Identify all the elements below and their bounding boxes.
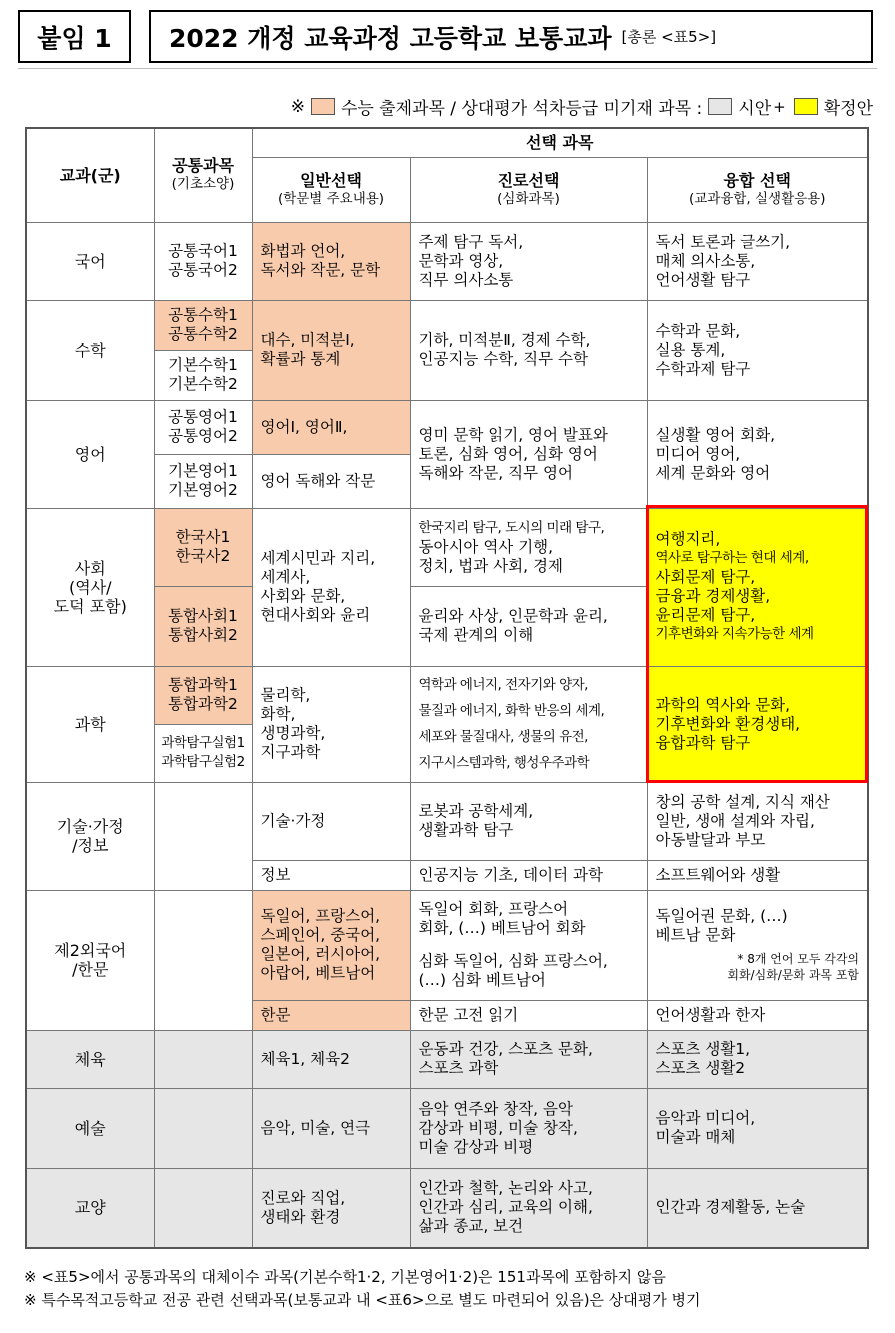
common-social-a [154,508,252,586]
subject-math: 수학 [26,300,154,400]
career-tech-a [410,782,647,860]
cell-line: 인간과 심리, 교육의 이해, [418,1198,593,1217]
cell-line: 일반, 생애 설계와 자립, [655,811,815,830]
fusion-foreign-note [656,951,860,983]
cell-line: 삶과 종교, 보건 [418,1217,524,1236]
cell-line: 매체 의사소통, [655,251,756,270]
fusion-korean [647,222,868,300]
cell-line: 토론, 심화 영어, 심화 영어 [418,444,598,463]
cell-line: 현대사회와 윤리 [260,606,371,624]
header-common [154,128,252,222]
cell-line: 독일어권 문화, (…) [655,907,788,925]
curriculum-table [25,127,869,1249]
header-career [410,157,647,222]
legend-yellow-label: 확정안 [823,99,873,119]
cell-line: 공통수학1 [168,306,238,324]
cell-line: 기본수학1 [168,356,238,374]
cell-line: (…) 심화 베트남어 [418,971,546,989]
cell-line: 심화 독일어, 심화 프랑스어, [418,952,608,970]
common-liberal-empty [154,1168,252,1248]
cell-line: 미술과 매체 [655,1128,736,1146]
legend-plus: + [773,97,786,116]
common-korean [154,222,252,300]
row-english [26,400,868,454]
subject-arts: 예술 [26,1088,154,1168]
cell-line: 공통국어2 [168,261,238,279]
cell-line: 통합사회2 [168,626,238,644]
row-math [26,300,868,350]
header-elective: 선택 과목 [252,128,868,157]
page-title-box [149,10,873,63]
general-pe: 체육1, 체육2 [252,1030,410,1088]
cell-line: 기후변화와 지속가능한 세계 [655,626,814,642]
cell-line: 과학탐구실험1 [161,735,245,751]
legend-gray-swatch [708,98,732,115]
cell-line: 물리학, [260,686,311,704]
cell-line: 직무 의사소통 [418,270,514,289]
cell-line: 도덕 포함) [53,596,127,616]
header-general-label: 일반선택 [300,170,362,190]
legend-yellow-swatch [794,98,818,115]
cell-line: * 8개 언어 모두 각각의 [737,952,860,966]
cell-line: 공통영어1 [168,408,238,426]
cell-line: 영미 문학 읽기, 영어 발표와 [418,425,608,444]
cell-line: 화법과 언어, [260,242,346,260]
cell-line: 생활과학 탐구 [418,821,514,839]
cell-line: 기후변화와 환경생태, [655,714,801,733]
cell-line: 기본수학2 [168,375,238,393]
common-foreign-empty [154,890,252,1030]
career-pe [410,1030,647,1088]
common-science-a [154,666,252,724]
common-arts-empty [154,1088,252,1168]
cell-line: 제2외국어 [54,941,127,960]
cell-line: 물질과 에너지, 화학 반응의 세계, [418,703,605,719]
cell-line: 한국사1 [175,528,231,546]
career-tech-b: 인공지능 기초, 데이터 과학 [410,860,647,890]
cell-line: 스포츠 과학 [418,1059,499,1077]
cell-line: 공통영어2 [168,427,238,445]
cell-line: 회화/심화/문화 과목 포함 [727,968,860,982]
cell-line: 스포츠 생활1, [655,1040,751,1058]
subject-foreign [26,890,154,1030]
legend-prefix: ※ [290,96,305,117]
cell-line: 세계시민과 지리, [260,549,376,567]
cell-line: 음악 연주와 창작, 음악 [418,1099,573,1118]
subject-korean: 국어 [26,222,154,300]
fusion-tech-b: 소프트웨어와 생활 [647,860,868,890]
cell-line: 공통국어1 [168,242,238,260]
common-pe-empty [154,1030,252,1088]
cell-line: 미디어 영어, [655,444,741,463]
header-career-label: 진로선택 [497,170,560,190]
subject-social [26,508,154,666]
fusion-foreign-b: 언어생활과 한자 [647,1000,868,1030]
fusion-tech-a [647,782,868,860]
general-arts: 음악, 미술, 연극 [252,1088,410,1168]
general-foreign-b: 한문 [252,1000,410,1030]
career-arts [410,1088,647,1168]
common-social-b [154,586,252,666]
cell-line: 실생활 영어 회화, [655,425,776,444]
cell-line: 과학탐구실험2 [161,754,245,770]
fusion-science [647,666,868,782]
cell-spacer [419,938,639,952]
career-science [410,666,647,782]
page-title: 2022 개정 교육과정 고등학교 보통교과 [169,23,612,53]
general-science [252,666,410,782]
cell-line: 지구시스템과학, 행성우주과학 [418,755,590,771]
cell-line: 독서와 작문, 문학 [260,261,381,279]
row-korean [26,222,868,300]
fusion-arts [647,1088,868,1168]
footnote-2: ※ 특수목적고등학교 전공 관련 선택과목(보통교과 내 <표6>으로 별도 마련되어 있음)은 상대평가 병기 [24,1291,701,1309]
general-math [252,300,410,400]
cell-line: 공통수학2 [168,325,238,343]
cell-line: 세계 문화와 영어 [655,463,771,482]
subject-liberal: 교양 [26,1168,154,1248]
legend-peach-swatch [311,98,335,115]
cell-line: 통합과학1 [168,676,238,694]
cell-line: 음악과 미디어, [655,1109,756,1127]
cell-line: 문학과 영상, [418,251,504,270]
page-title-sub: [총론 <표5>] [621,28,717,46]
cell-line: 기하, 미적분Ⅱ, 경제 수학, [418,331,591,349]
general-social [252,508,410,666]
header-common-sub: (기초소양) [171,176,235,193]
general-foreign-a [252,890,410,1000]
cell-line: 정치, 법과 사회, 경제 [418,556,563,575]
cell-line: 수학과제 탐구 [655,359,751,378]
career-foreign-a [410,890,647,1000]
general-tech-b: 정보 [252,860,410,890]
header-row [26,128,868,157]
fusion-pe [647,1030,868,1088]
cell-line: 진로와 직업, [260,1188,346,1207]
cell-line: 베트남 문화 [655,926,736,944]
cell-line: 언어생활 탐구 [655,270,751,289]
subject-tech [26,782,154,890]
career-liberal [410,1168,647,1248]
general-english-a: 영어Ⅰ, 영어Ⅱ, [252,400,410,454]
common-english-a [154,400,252,454]
general-tech-a: 기술·가정 [252,782,410,860]
cell-line: 역사로 탐구하는 현대 세계, [655,550,809,566]
common-science-b [154,724,252,782]
career-math [410,300,647,400]
cell-line: 스포츠 생활2 [655,1059,746,1077]
cell-line: 로봇과 공학세계, [418,802,534,820]
cell-line: 회화, (…) 베트남어 회화 [418,919,586,937]
legend-peach-label: 수능 출제과목 / 상대평가 석차등급 미기재 과목 : [340,99,703,119]
general-english-b: 영어 독해와 작문 [252,454,410,508]
cell-line: 사회와 문화, [260,587,346,605]
career-english [410,400,647,508]
cell-line: 창의 공학 설계, 지식 재산 [655,792,830,811]
cell-line: 주제 탐구 독서, [418,232,524,251]
cell-line: 사회문제 탐구, [655,568,756,586]
subject-pe: 체육 [26,1030,154,1088]
cell-line: 동아시아 역사 기행, [418,537,554,556]
cell-line: 실용 통계, [655,340,726,359]
row-pe [26,1030,868,1088]
cell-line: 인간과 철학, 논리와 사고, [418,1179,593,1198]
header-subject: 교과(군) [26,128,154,222]
row-foreign [26,890,868,1000]
cell-line: 윤리와 사상, 인문학과 윤리, [418,607,608,625]
header-career-sub: (심화과목) [497,190,560,207]
common-math-a [154,300,252,350]
cell-line: 기술·가정 [56,817,124,836]
cell-line: /한문 [72,960,109,979]
cell-line: 생명과학, [260,724,326,742]
cell-line: 확률과 통계 [260,350,341,368]
attachment-label: 붙임 1 [18,10,131,63]
header-fusion-label: 융합 선택 [723,170,791,190]
cell-line: (역사/ [68,577,112,597]
header-common-label: 공통과목 [172,156,234,176]
legend [291,94,873,119]
cell-line: 통합과학2 [168,695,238,713]
cell-line: 세계사, [260,568,311,586]
cell-line: 역학과 에너지, 전자기와 양자, [418,677,588,693]
cell-line: 아동발달과 부모 [655,830,766,849]
cell-line: /정보 [72,836,109,855]
cell-line: 금융과 경제생활, [655,587,771,605]
subject-science: 과학 [26,666,154,782]
career-korean [410,222,647,300]
header-general-sub: (학문별 주요내용) [277,190,385,207]
cell-line: 일본어, 러시아어, [260,945,381,963]
header-fusion-sub: (교과융합, 실생활응용) [689,190,826,207]
header-divider [18,68,877,69]
cell-line: 수학과 문화, [655,321,741,340]
subject-english: 영어 [26,400,154,508]
fusion-social [647,508,868,666]
cell-line: 독일어, 프랑스어, [260,907,381,925]
general-liberal [252,1168,410,1248]
career-social-b [410,586,647,666]
row-arts [26,1088,868,1168]
row-liberal [26,1168,868,1248]
cell-line: 아랍어, 베트남어 [260,964,376,982]
cell-line: 화학, [260,705,296,723]
cell-line: 과학의 역사와 문화, [655,695,791,714]
cell-line: 감상과 비평, 미술 창작, [418,1118,578,1137]
fusion-math [647,300,868,400]
cell-line: 기본영어1 [168,462,238,480]
cell-line: 통합사회1 [168,607,238,625]
legend-gray-label: 시안 [738,99,772,119]
cell-line: 미술 감상과 비평 [418,1137,534,1156]
common-math-b [154,350,252,400]
row-social [26,508,868,586]
cell-line: 윤리문제 탐구, [655,606,756,624]
footnotes [24,1266,701,1312]
cell-line: 사회 [74,558,106,578]
cell-line: 지구과학 [260,743,321,761]
cell-line: 기본영어2 [168,481,238,499]
cell-line: 융합과학 탐구 [655,733,751,752]
cell-line: 생태와 환경 [260,1207,341,1226]
career-social-a [410,508,647,586]
cell-line: 국제 관계의 이해 [418,626,534,644]
row-science [26,666,868,724]
cell-line: 독일어 회화, 프랑스어 [418,900,569,918]
footnote-1: ※ <표5>에서 공통과목의 대체이수 과목(기본수학1·2, 기본영어1·2)은 151과목에 포함하지 않음 [24,1268,666,1286]
common-tech-empty [154,782,252,890]
fusion-foreign-a [647,890,868,1000]
cell-line: 대수, 미적분Ⅰ, [260,331,355,349]
career-foreign-b: 한문 고전 읽기 [410,1000,647,1030]
cell-line: 한국지리 탐구, 도시의 미래 탐구, [418,519,605,536]
fusion-english [647,400,868,508]
fusion-liberal: 인간과 경제활동, 논술 [647,1168,868,1248]
cell-line: 스페인어, 중국어, [260,926,381,944]
row-tech [26,782,868,860]
common-english-b [154,454,252,508]
header-fusion [647,157,868,222]
cell-line: 여행지리, [655,530,721,548]
cell-line: 세포와 물질대사, 생물의 유전, [418,729,588,745]
cell-line: 인공지능 수학, 직무 수학 [418,350,588,368]
cell-line: 독해와 작문, 직무 영어 [418,463,573,482]
cell-line: 운동과 건강, 스포츠 문화, [418,1040,593,1058]
header-general [252,157,410,222]
general-korean [252,222,410,300]
cell-line: 한국사2 [175,547,231,565]
cell-line: 독서 토론과 글쓰기, [655,232,791,251]
